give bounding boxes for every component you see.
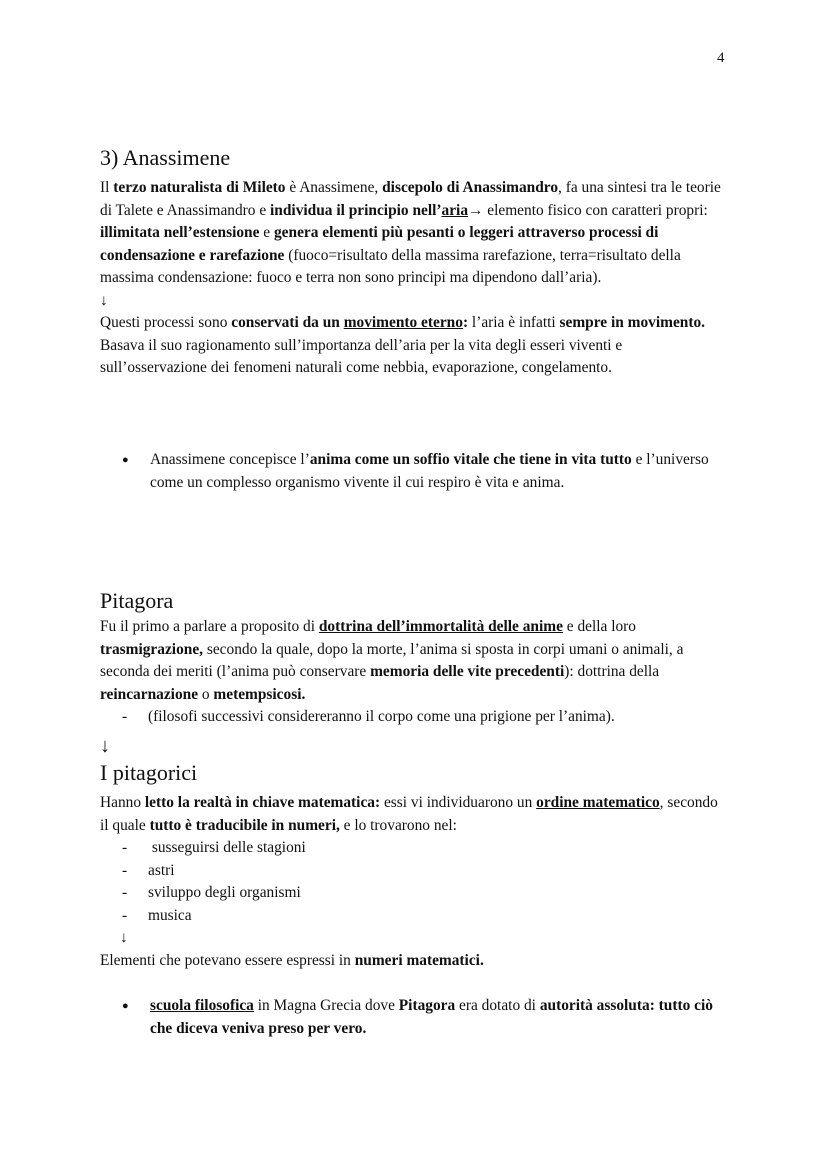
bullet-text [150,995,722,1040]
list-item [100,882,730,905]
list-item-text: musica [148,906,192,924]
bullet-icon: ● [122,1000,129,1012]
text-span: e della loro [562,618,636,635]
bold-text: illimitata nell’estensione [100,224,260,241]
text-span: ): dottrina della [564,663,660,680]
bold-text: individua il principio nell’ [270,201,442,219]
bold-text: numeri matematici. [354,952,484,969]
anassimene-paragraph-2 [100,312,730,335]
text-span: , secondo il quale [100,794,718,834]
text-span: Fu il primo a parlare a proposito di [100,618,319,635]
bold-text: autorità assoluta: tutto ciò che diceva veniva preso per vero. [150,997,713,1037]
bold-underlined-text: dottrina dell’immortalità delle anime [318,618,563,635]
list-item [122,449,722,494]
bold-underlined-text: aria [441,201,469,219]
list-item-text: astri [148,861,175,879]
list-item [100,837,730,860]
anassimene-paragraph-3: Basava il suo ragionamento sull’importanza dell’aria per la vita degli esseri viventi e sull’osservazione dei fenomeni naturali come nebbia, evaporazione, congelamento. [100,336,623,376]
down-arrow-icon: ↓ [120,929,128,946]
bold-text: genera elementi più pesanti o leggeri attraverso processi di condensazione e rarefazione [100,224,659,264]
bold-text: memoria delle vite precedenti [370,663,565,680]
list-item [100,905,730,928]
bold-text: metempsicosi. [213,685,306,703]
dash-marker: - [122,839,128,856]
bold-text: Pitagora [398,997,456,1014]
pitagorici-body [100,792,730,837]
list-item [100,706,730,729]
anassimene-bullet [122,449,722,494]
text-span: e [259,224,274,241]
bold-text: terzo naturalista di Mileto [113,179,286,196]
pitagorici-paragraph-1 [100,792,730,837]
list-item-text: sviluppo degli organismi [148,884,301,901]
bold-text: sempre in movimento. [559,314,706,331]
text-span: → elemento fisico con caratteri propri: [468,201,708,219]
text-span: era dotato di [455,997,540,1014]
text-span: in Magna Grecia dove [253,997,399,1014]
anassimene-body [100,177,730,380]
down-arrow-icon: ↓ [100,291,108,309]
text-span: secondo la quale, dopo la morte, l’anima si sposta in corpi umani o animali, a seconda dei meriti (l’anima può conservare [100,640,684,680]
text-span: Anassimene concepisce l’ [150,451,310,468]
pitagora-body [100,616,730,706]
bold-text: : [462,314,469,331]
anassimene-paragraph-1 [100,177,730,290]
text-span: è Anassimene, [285,179,383,196]
bold-underlined-text: movimento eterno [343,314,463,331]
section-title-pitagorici: I pitagorici [100,760,198,785]
bold-text: trasmigrazione, [100,640,204,658]
dash-marker: - [122,708,128,725]
paragraph-text [100,950,730,973]
bullet-text [150,449,722,494]
bold-text: conservati da un [231,314,344,331]
pitagora-paragraph-1 [100,616,730,706]
bold-text: tutto è traducibile in numeri, [149,816,340,834]
section-title-pitagora: Pitagora [100,588,174,613]
text-span: l’aria è infatti [468,314,560,331]
text-span: essi vi individuarono un [380,794,537,811]
bold-underlined-text: scuola filosofica [150,997,254,1014]
pitagorici-bullet [122,995,722,1040]
pitagora-dash-list [100,706,730,729]
text-span: Elementi che potevano essere espressi in [100,952,355,969]
text-span: Questi processi sono [100,314,232,331]
bold-underlined-text: ordine matematico [536,794,660,811]
dash-marker: - [122,884,128,901]
list-item-text: (filosofi successivi considereranno il corpo come una prigione per l’anima). [148,708,615,725]
bullet-icon: ● [122,454,129,466]
text-span: , fa una sintesi tra le teorie di Talete e Anassimandro e [100,179,721,219]
dash-marker: - [122,906,128,924]
dash-marker: - [122,861,128,879]
text-span: e l’universo come un complesso organismo vivente il cui respiro è vita e anima. [150,451,709,491]
pitagorici-paragraph-2 [100,950,730,973]
text-span: e lo trovarono nel: [339,816,457,834]
down-arrow-icon: ↓ [100,735,110,757]
bold-text: letto la realtà in chiave matematica: [144,794,381,811]
list-item-text: susseguirsi delle stagioni [148,839,306,856]
page-number: 4 [717,50,725,66]
bold-text: anima come un soffio vitale che tiene in vita tutto [309,451,632,468]
section-title-anassimene: 3) Anassimene [100,145,231,170]
pitagorici-dash-list [100,837,730,927]
bold-text: discepolo di Anassimandro [382,179,559,196]
text-span: o [198,685,214,703]
text-span: Hanno [100,794,145,811]
bold-text: reincarnazione [100,685,199,703]
list-item [100,860,730,883]
text-span: Il [100,179,114,196]
list-item [122,995,722,1040]
text-span: (fuoco=risultato della massima rarefazione, terra=risultato della massima condensazione: fuoco e terra non sono principi ma dipendono dall’aria). [100,246,681,286]
